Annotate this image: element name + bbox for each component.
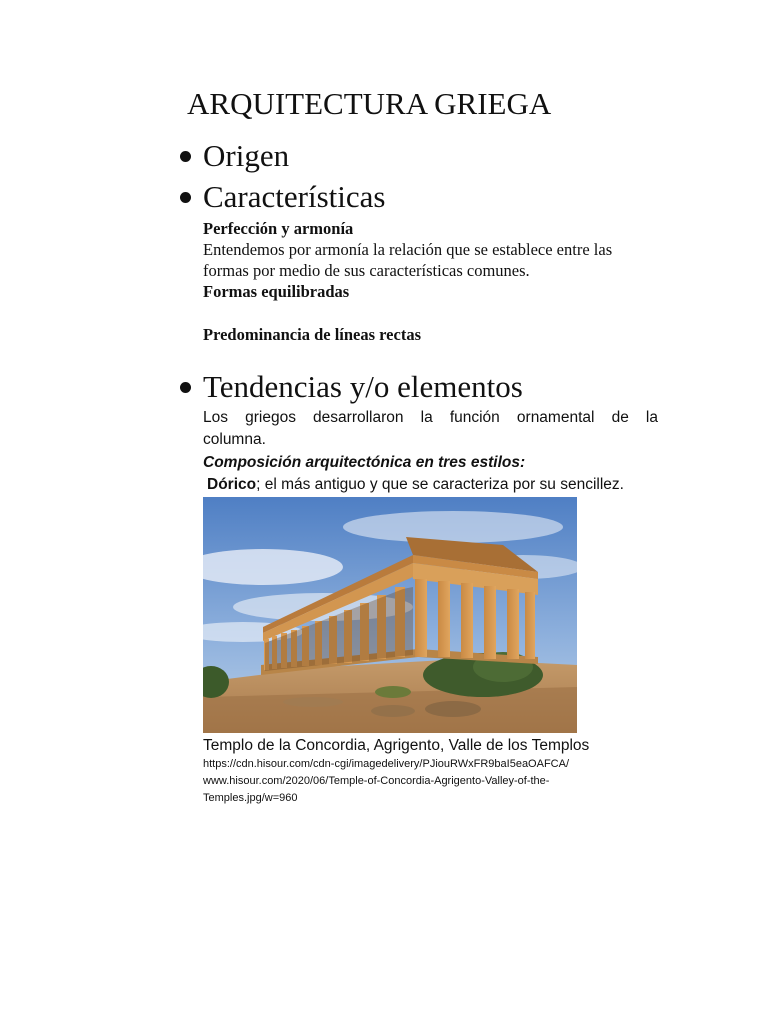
heading-tres-estilos: Composición arquitectónica en tres estilos:	[203, 454, 526, 471]
bullet-tendencias	[180, 369, 523, 405]
bullet-dot-icon	[180, 382, 191, 393]
bullet-label: Tendencias y/o elementos	[203, 369, 523, 404]
bullet-dot-icon	[180, 151, 191, 162]
image-source-url-line1: https://cdn.hisour.com/cdn-cgi/imagedelivery/PJiouRWxFR9baI5eaOAFCA/	[203, 758, 570, 770]
paragraph-armonia-line1: Entendemos por armonía la relación que se establece entre las	[203, 240, 613, 259]
bullet-origen	[180, 138, 289, 174]
bullet-label: Características	[203, 179, 386, 214]
bullet-label: Origen	[203, 138, 290, 173]
paragraph-armonia-line2: formas por medio de sus características comunes.	[203, 261, 530, 280]
doric-term: Dórico	[207, 476, 257, 493]
heading-formas: Formas equilibradas	[203, 282, 350, 301]
doric-description: ; el más antiguo y que se caracteriza por su sencillez.	[256, 476, 624, 493]
image-source-url-line2: www.hisour.com/2020/06/Temple-of-Concordia-Agrigento-Valley-of-the-	[203, 775, 550, 787]
paragraph-ornamental-line1: Los griegos desarrollaron la función ornamental de la	[203, 409, 658, 426]
doric-line	[207, 476, 624, 494]
bullet-caracteristicas	[180, 179, 385, 215]
heading-perfeccion: Perfección y armonía	[203, 219, 354, 238]
temple-photo	[203, 497, 577, 733]
bullet-dot-icon	[180, 192, 191, 203]
heading-lineas-rectas: Predominancia de líneas rectas	[203, 325, 421, 344]
image-source-url-line3: Temples.jpg/w=960	[203, 792, 298, 804]
image-caption: Templo de la Concordia, Agrigento, Valle de los Templos	[203, 737, 590, 754]
paragraph-ornamental-line2: columna.	[203, 431, 266, 448]
document-title: ARQUITECTURA GRIEGA	[187, 86, 552, 121]
